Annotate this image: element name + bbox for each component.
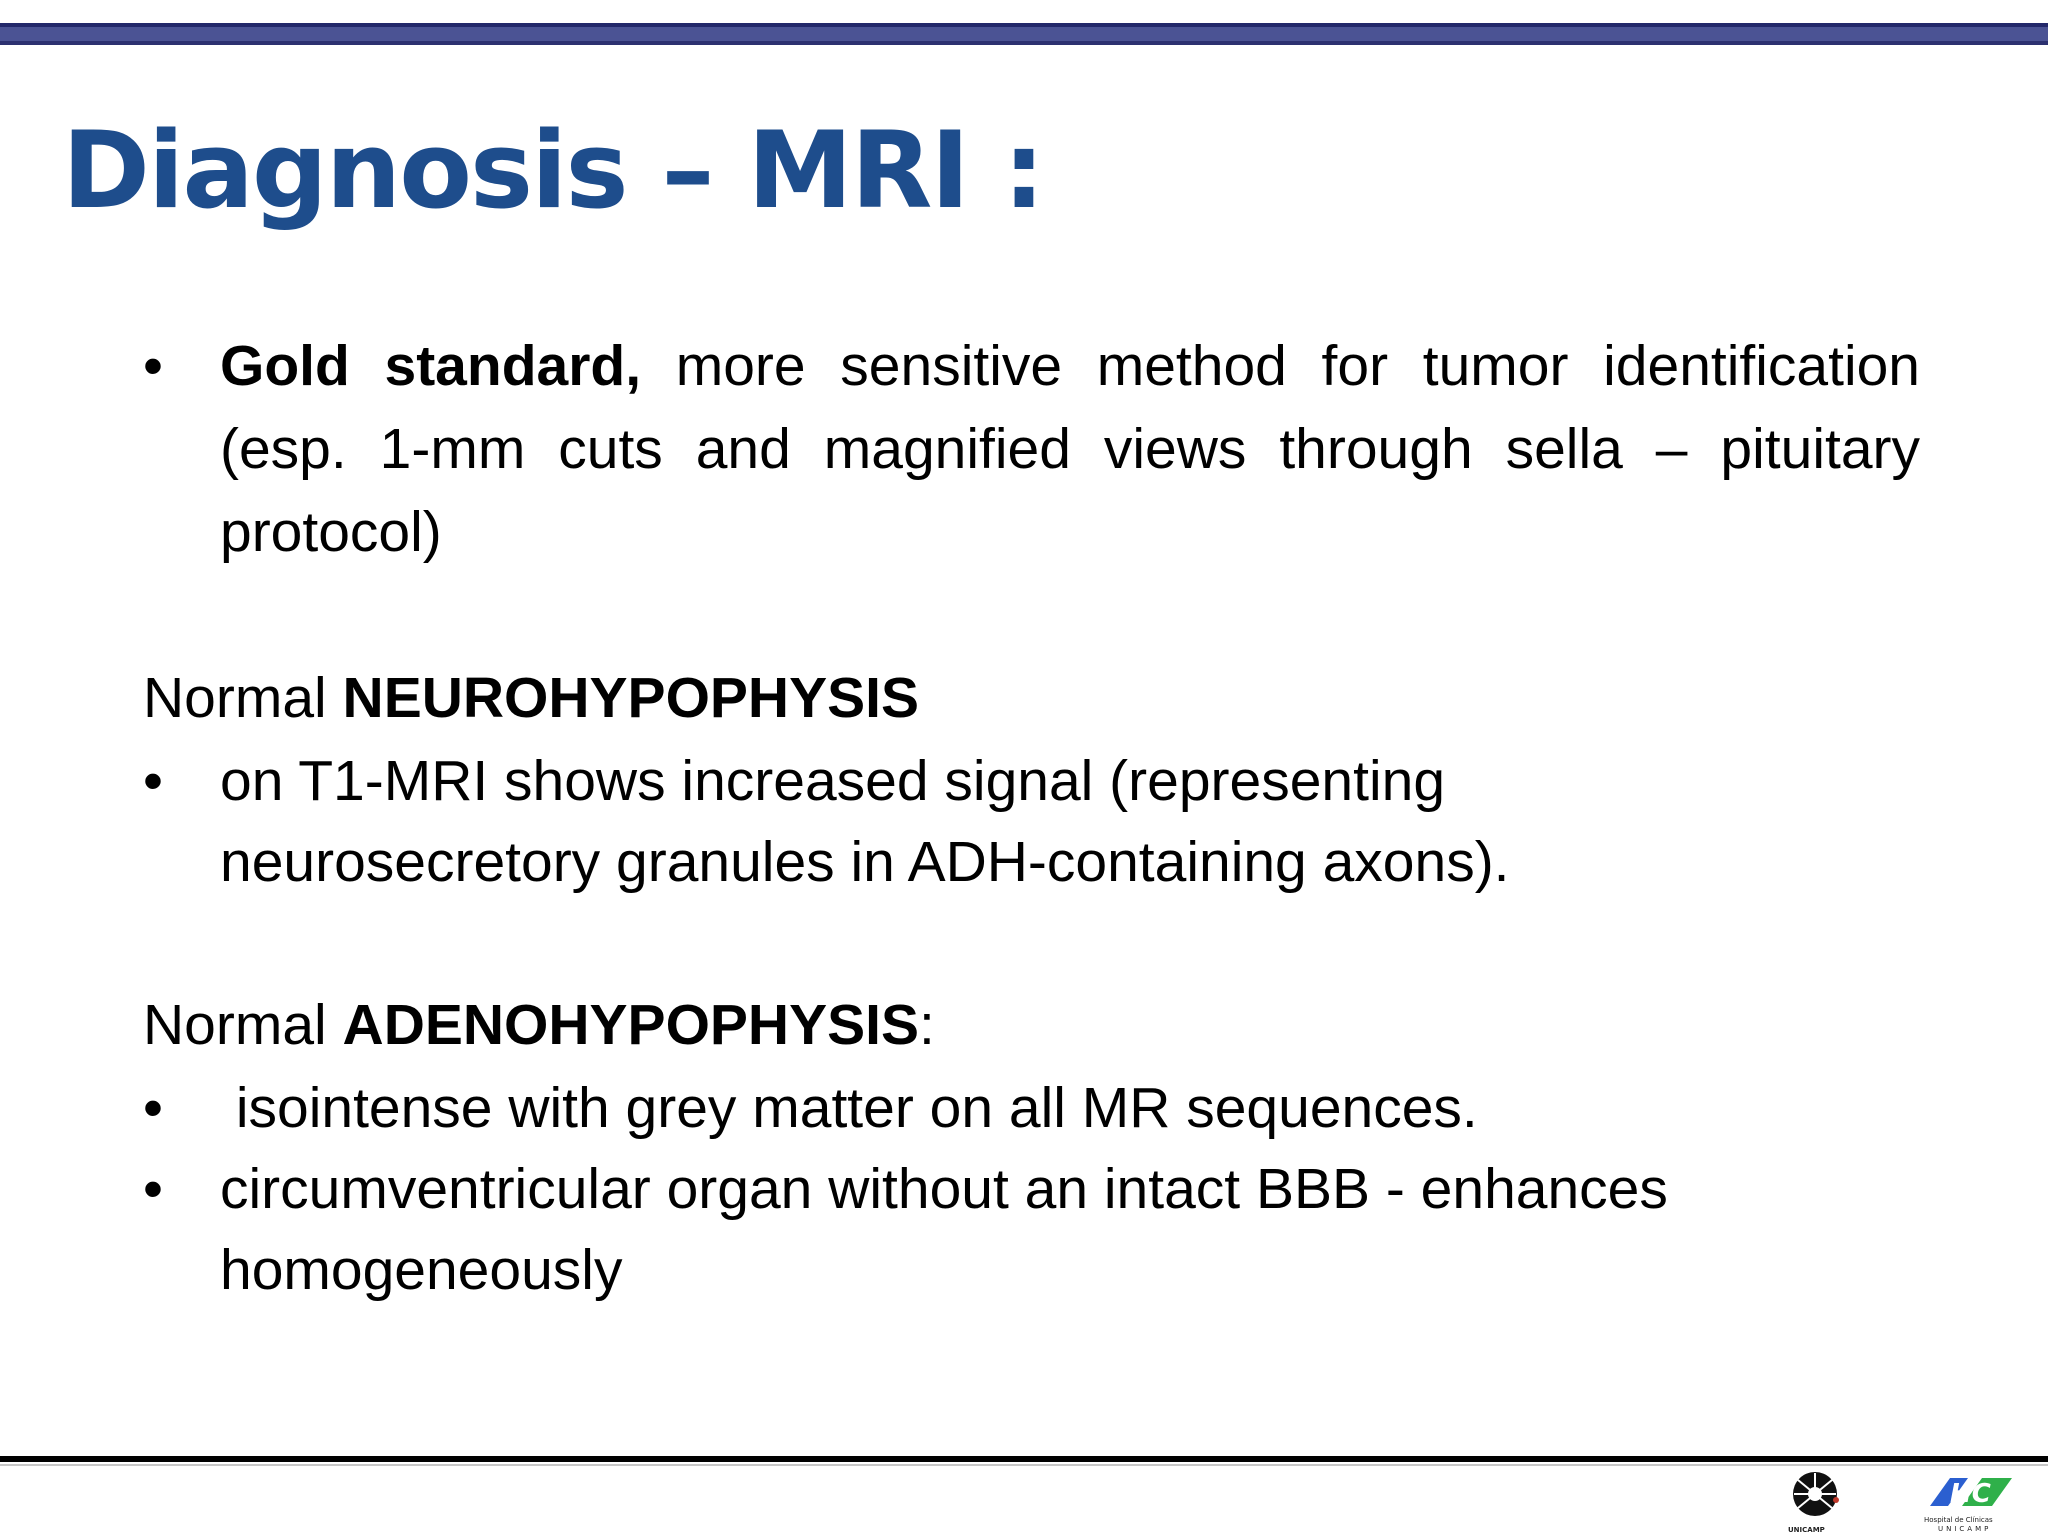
hc-mark-text: HC [1950, 1479, 1991, 1509]
bottom-rule [0, 1456, 2048, 1462]
bottom-rule-thin [0, 1464, 2048, 1466]
gold-standard-text: more sensitive method for tumor identification (esp. 1-mm cuts and magnified views through sella – pituitary protocol) [220, 334, 1921, 564]
neuro-line-2: neurosecretory granules in ADH-containing axons). [220, 830, 1510, 894]
unicamp-emblem-icon [1780, 1468, 1850, 1528]
adeno-item-2-line-1: circumventricular organ without an intact BBB - enhances [220, 1157, 1668, 1221]
hc-caption-line-1: Hospital de Clínicas [1924, 1516, 1993, 1524]
colon: : [919, 993, 935, 1057]
unicamp-logo [1780, 1468, 1850, 1536]
neuro-line-1: on T1-MRI shows increased signal (representing [220, 749, 1446, 813]
adeno-item-1: isointense with grey matter on all MR sequences. [220, 1076, 1478, 1140]
bullet: • [143, 1157, 163, 1221]
bullet: • [143, 1076, 163, 1140]
neurohypophysis-label: NEUROHYPOPHYSIS [342, 666, 919, 730]
top-rule [0, 23, 2048, 45]
hc-caption-line-2: UNICAMP [1938, 1525, 1992, 1533]
gold-standard-lead: Gold standard, [220, 334, 642, 398]
unicamp-caption: UNICAMP [1788, 1526, 1825, 1534]
hc-logo [1920, 1470, 2020, 1536]
slide-title: Diagnosis – MRI : [62, 109, 1044, 232]
bullet: • [143, 749, 163, 813]
bullet: • [143, 334, 163, 398]
neurohypophysis-heading [143, 657, 919, 740]
hc-emblem-icon [1920, 1470, 2020, 1514]
normal-label: Normal [143, 666, 343, 730]
normal-label: Normal [143, 993, 343, 1057]
adenohypophysis-label: ADENOHYPOPHYSIS [342, 993, 919, 1057]
gold-standard-paragraph [220, 325, 1920, 574]
adeno-item-2-line-2: homogeneously [220, 1238, 623, 1302]
adenohypophysis-heading [143, 984, 935, 1067]
